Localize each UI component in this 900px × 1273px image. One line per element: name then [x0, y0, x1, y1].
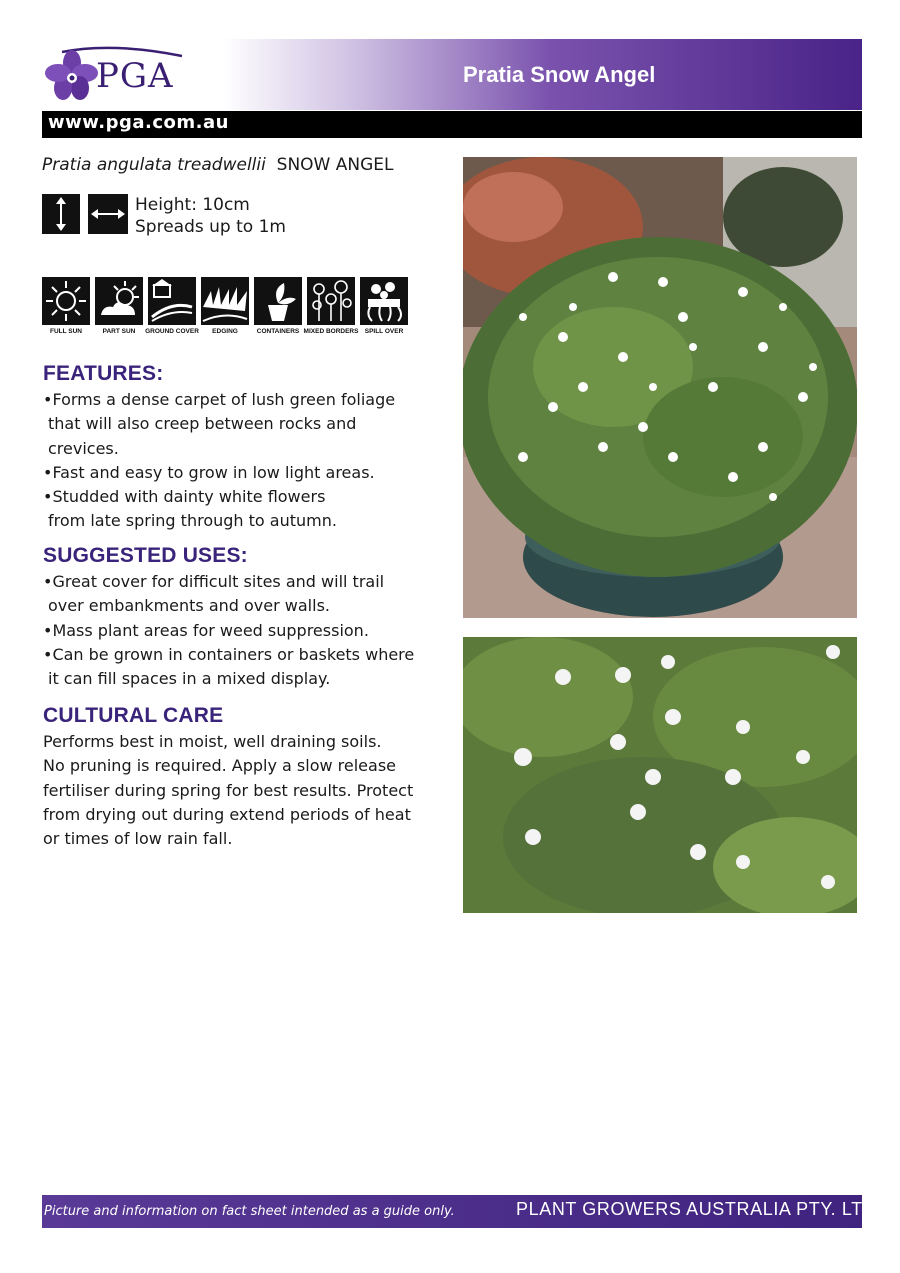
list-item: •Studded with dainty white flowers — [43, 487, 326, 507]
list-item: •Mass plant areas for weed suppression. — [43, 620, 369, 640]
height-text: Height: 10cm — [135, 195, 250, 215]
list-item: •Forms a dense carpet of lush green foliage — [43, 390, 396, 409]
care-heading: CULTURAL CARE — [43, 704, 224, 727]
uses-heading: SUGGESTED USES: — [43, 544, 248, 567]
dimension-icons — [42, 194, 128, 234]
latin-name: Pratia angulata treadwellii — [42, 155, 266, 175]
footer-company: PLANT GROWERS AUSTRALIA PTY. LTD. — [516, 1199, 882, 1219]
list-item: from late spring through to autumn. — [48, 511, 337, 531]
list-item: •Great cover for difficult sites and will trail — [43, 572, 385, 591]
mixed-borders-icon: MIXED BORDERS — [307, 277, 355, 335]
botanical-name — [42, 155, 394, 175]
features-heading: FEATURES: — [43, 362, 164, 385]
height-arrows-icon — [42, 194, 80, 234]
part-sun-icon: PART SUN — [95, 277, 143, 335]
page-title: Pratia Snow Angel — [463, 62, 656, 87]
full-sun-icon: FULL SUN — [42, 277, 90, 335]
footer-disclaimer: Picture and information on fact sheet intended as a guide only. — [44, 1204, 455, 1219]
list-item: it can fill spaces in a mixed display. — [48, 669, 331, 689]
spread-arrows-icon — [88, 194, 128, 234]
list-item: •Can be grown in containers or baskets where — [43, 644, 415, 664]
features-list — [43, 388, 395, 534]
list-item: crevices. — [48, 438, 119, 458]
dimensions — [135, 194, 286, 238]
spill-over-icon: SPILL OVER — [360, 277, 408, 335]
list-item: over embankments and over walls. — [48, 596, 330, 616]
ground-cover-icon: GROUND COVER — [148, 277, 196, 335]
care-text: Performs best in moist, well draining soils. No pruning is required. Apply a slow release fertiliser during spring for best results. Protect from drying out during extend periods of heat or times of low rain fall. — [43, 732, 414, 849]
spread-text: Spreads up to 1m — [135, 217, 286, 237]
website-link[interactable]: www.pga.com.au — [48, 112, 229, 133]
usage-icons — [42, 277, 412, 337]
cultivar-name: SNOW ANGEL — [276, 155, 394, 175]
plant-photo-pot — [463, 157, 857, 618]
containers-icon: CONTAINERS — [254, 277, 302, 335]
uses-list — [43, 570, 414, 691]
logo-text: PGA — [96, 56, 174, 96]
list-item: that will also creep between rocks and — [48, 414, 357, 434]
edging-icon: EDGING — [201, 277, 249, 335]
list-item: •Fast and easy to grow in low light areas. — [43, 462, 375, 482]
plant-photo-closeup — [463, 637, 857, 913]
